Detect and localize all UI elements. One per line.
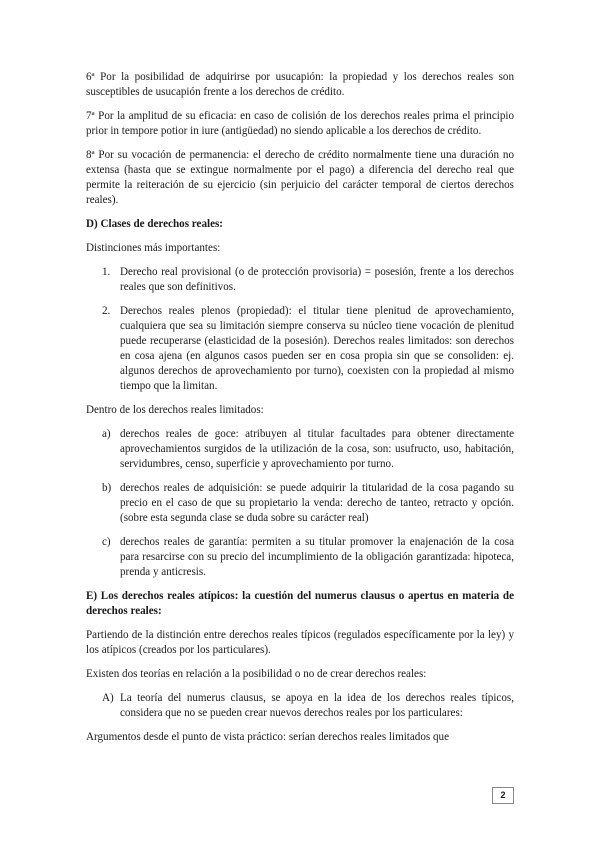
section-e-paragraph-1: Partiendo de la distinción entre derechos reales típicos (regulados específicamente por la ley) y los atípicos (creados por los particulares). <box>86 629 514 656</box>
list-marker: A) <box>102 692 114 704</box>
list-marker: 2. <box>102 305 111 317</box>
list-item-text: Derechos reales plenos (propiedad): el titular tiene plenitud de aprovechamiento, cualquiera que sea su limitación siempre conserva su núcleo tiene vocación de plenitud puede recuperarse (elasticidad de la posesión). Derechos reales limitados: son derechos en cosa ajena (en algunos casos pueden ser en cosa propia sin que se consoliden: ej. algunos derechos de aprovechamiento por turno), coexisten con la propiedad al mismo tiempo que la limitan. <box>120 305 514 392</box>
section-d-intro: Distinciones más importantes: <box>86 242 221 254</box>
list-item <box>86 304 514 394</box>
list-item <box>86 535 514 580</box>
list-item-text: derechos reales de goce: atribuyen al titular facultades para obtener directamente aprovechamientos surgidos de la utilización de la cosa, son: usufructo, uso, habitación, servidumbres, censo, superficie y aprovechamiento por turno. <box>120 428 514 470</box>
lettered-list <box>86 427 514 580</box>
list-item <box>86 691 514 721</box>
page-number: 2 <box>492 787 514 804</box>
list-item-text: derechos reales de garantía: permiten a su titular promover la enajenación de la cosa para resarcirse con su precio del incumplimiento de la obligación garantizada: hipoteca, prenda y anticresis. <box>120 536 514 578</box>
list-marker: 1. <box>102 266 111 278</box>
paragraph-8: 8ª Por su vocación de permanencia: el derecho de crédito normalmente tiene una duración no extensa (hasta que se extingue normalmente por el pago) a diferencia del derecho real que permite la reiteración de su ejercicio (sin perjuicio del carácter temporal de ciertos derechos reales). <box>86 149 514 206</box>
numbered-list <box>86 265 514 394</box>
paragraph-7: 7ª Por la amplitud de su eficacia: en caso de colisión de los derechos reales prima el principio prior in tempore potior in iure (antigüedad) no siendo aplicable a los derechos de crédito. <box>86 110 514 137</box>
list-marker: b) <box>102 482 112 494</box>
theories-list <box>86 691 514 721</box>
list-item-text: La teoría del numerus clausus, se apoya en la idea de los derechos reales típicos, considera que no se pueden crear nuevos derechos reales por los particulares: <box>120 692 514 719</box>
list-marker: a) <box>102 428 111 440</box>
section-d-heading: D) Clases de derechos reales: <box>86 218 224 230</box>
limited-intro: Dentro de los derechos reales limitados: <box>86 404 264 416</box>
paragraph-6: 6ª Por la posibilidad de adquirirse por usucapión: la propiedad y los derechos reales son susceptibles de usucapión frente a los derechos de crédito. <box>86 71 514 98</box>
list-item <box>86 265 514 295</box>
list-item <box>86 481 514 526</box>
section-e-paragraph-3: Argumentos desde el punto de vista práctico: serían derechos reales limitados que <box>86 731 450 743</box>
list-item <box>86 427 514 472</box>
list-marker: c) <box>102 536 111 548</box>
list-item-text: derechos reales de adquisición: se puede adquirir la titularidad de la cosa pagando su precio en el caso de que su propietario la venda: derecho de tanteo, retracto y opción. (sobre esta segunda clase se duda sobre su carácter real) <box>120 482 514 524</box>
section-e-paragraph-2: Existen dos teorías en relación a la posibilidad o no de crear derechos reales: <box>86 668 427 680</box>
section-e-heading: E) Los derechos reales atípicos: la cuestión del numerus clausus o apertus en materia de derechos reales: <box>86 590 514 617</box>
list-item-text: Derecho real provisional (o de protección provisoria) = posesión, frente a los derechos reales que son definitivos. <box>120 266 514 293</box>
document-page <box>86 70 514 754</box>
